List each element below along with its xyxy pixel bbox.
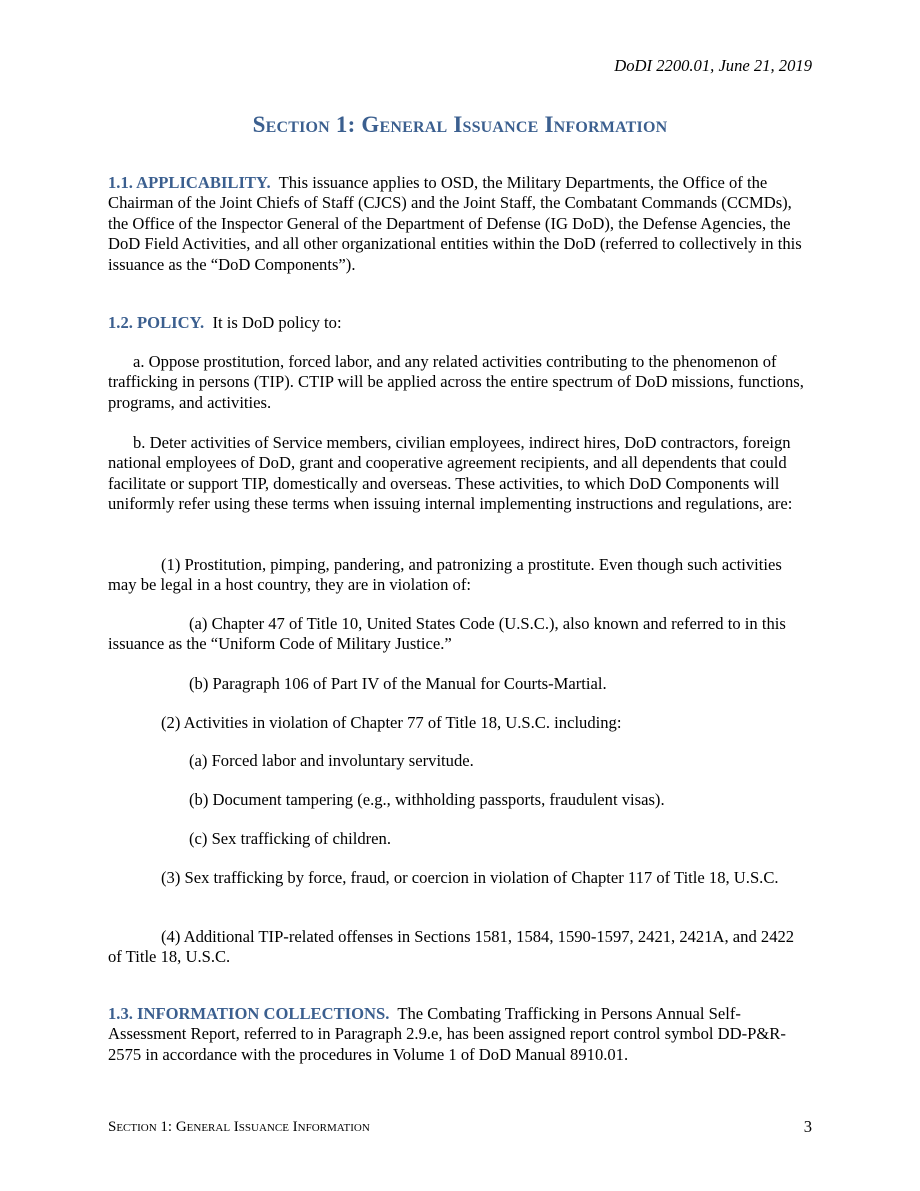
footer-section-label: Section 1: General Issuance Information — [108, 1119, 370, 1135]
policy-item-b2-text: (2) Activities in violation of Chapter 77 of Title 18, U.S.C. including: — [161, 713, 622, 732]
policy-intro: It is DoD policy to: — [212, 313, 342, 332]
information-collections-heading: 1.3. INFORMATION COLLECTIONS. — [108, 1004, 390, 1023]
policy-item-b4-text: (4) Additional TIP-related offenses in Sections 1581, 1584, 1590-1597, 2421, 2421A, and 2422 of Title 18, U.S.C. — [108, 927, 795, 967]
policy-item-b-text: b. Deter activities of Service members, civilian employees, indirect hires, DoD contractors, foreign national employees of DoD, grant and cooperative agreement recipients, and all dependents that could facilitate or support TIP, domestically and overseas. These activities, to which DoD Components will uniformly refer using these terms when issuing internal implementing instructions and regulations, are: — [108, 433, 793, 514]
policy-item-b2a-text: (a) Forced labor and involuntary servitude. — [189, 751, 474, 770]
policy-item-b2b-text: (b) Document tampering (e.g., withholding passports, fraudulent visas). — [189, 790, 665, 809]
policy-section — [108, 313, 812, 333]
policy-item-b4 — [108, 927, 812, 968]
policy-item-b2a — [108, 751, 812, 771]
information-collections-paragraph — [108, 1004, 812, 1065]
applicability-text: This issuance applies to OSD, the Military Departments, the Office of the Chairman of the Joint Chiefs of Staff (CJCS) and the Joint Staff, the Combatant Commands (CCMDs), the Office of the Inspector General of the Department of Defense (IG DoD), the Defense Agencies, the DoD Field Activities, and all other organizational entities within the DoD (referred to collectively in this issuance as the “DoD Components”). — [108, 173, 802, 274]
page-number: 3 — [803, 1117, 812, 1136]
section-title: Section 1: General Issuance Information — [252, 112, 668, 137]
running-header: DoDI 2200.01, June 21, 2019 — [614, 56, 812, 75]
policy-item-b1a-text: (a) Chapter 47 of Title 10, United States Code (U.S.C.), also known and referred to in this issuance as the “Uniform Code of Military Justice.” — [108, 614, 786, 654]
policy-item-b1-text: (1) Prostitution, pimping, pandering, and patronizing a prostitute. Even though such activities may be legal in a host country, they are in violation of: — [108, 555, 782, 595]
information-collections-text: The Combating Trafficking in Persons Annual Self-Assessment Report, referred to in Paragraph 2.9.e, has been assigned report control symbol DD-P&R-2575 in accordance with the procedures in Volume 1 of DoD Manual 8910.01. — [108, 1004, 786, 1064]
policy-item-b1b — [108, 674, 812, 694]
policy-item-b2 — [108, 713, 812, 733]
information-collections-section — [108, 1004, 812, 1065]
policy-paragraph — [108, 313, 812, 333]
applicability-heading: 1.1. APPLICABILITY. — [108, 173, 271, 192]
policy-item-b1a — [108, 614, 812, 655]
policy-heading: 1.2. POLICY. — [108, 313, 205, 332]
policy-item-b2c — [108, 829, 812, 849]
applicability-section — [108, 173, 812, 275]
policy-item-b3 — [108, 868, 812, 888]
policy-item-a-text: a. Oppose prostitution, forced labor, and any related activities contributing to the phenomenon of trafficking in persons (TIP). CTIP will be applied across the entire spectrum of DoD missions, functions, programs, and activities. — [108, 352, 804, 412]
policy-item-b — [108, 433, 812, 515]
policy-item-b1 — [108, 555, 812, 596]
policy-item-b2b — [108, 790, 812, 810]
policy-item-b3-text: (3) Sex trafficking by force, fraud, or coercion in violation of Chapter 117 of Title 18, U.S.C. — [161, 868, 779, 887]
policy-item-a — [108, 352, 812, 413]
policy-item-b1b-text: (b) Paragraph 106 of Part IV of the Manual for Courts-Martial. — [189, 674, 607, 693]
policy-item-b2c-text: (c) Sex trafficking of children. — [189, 829, 391, 848]
applicability-paragraph — [108, 173, 812, 275]
